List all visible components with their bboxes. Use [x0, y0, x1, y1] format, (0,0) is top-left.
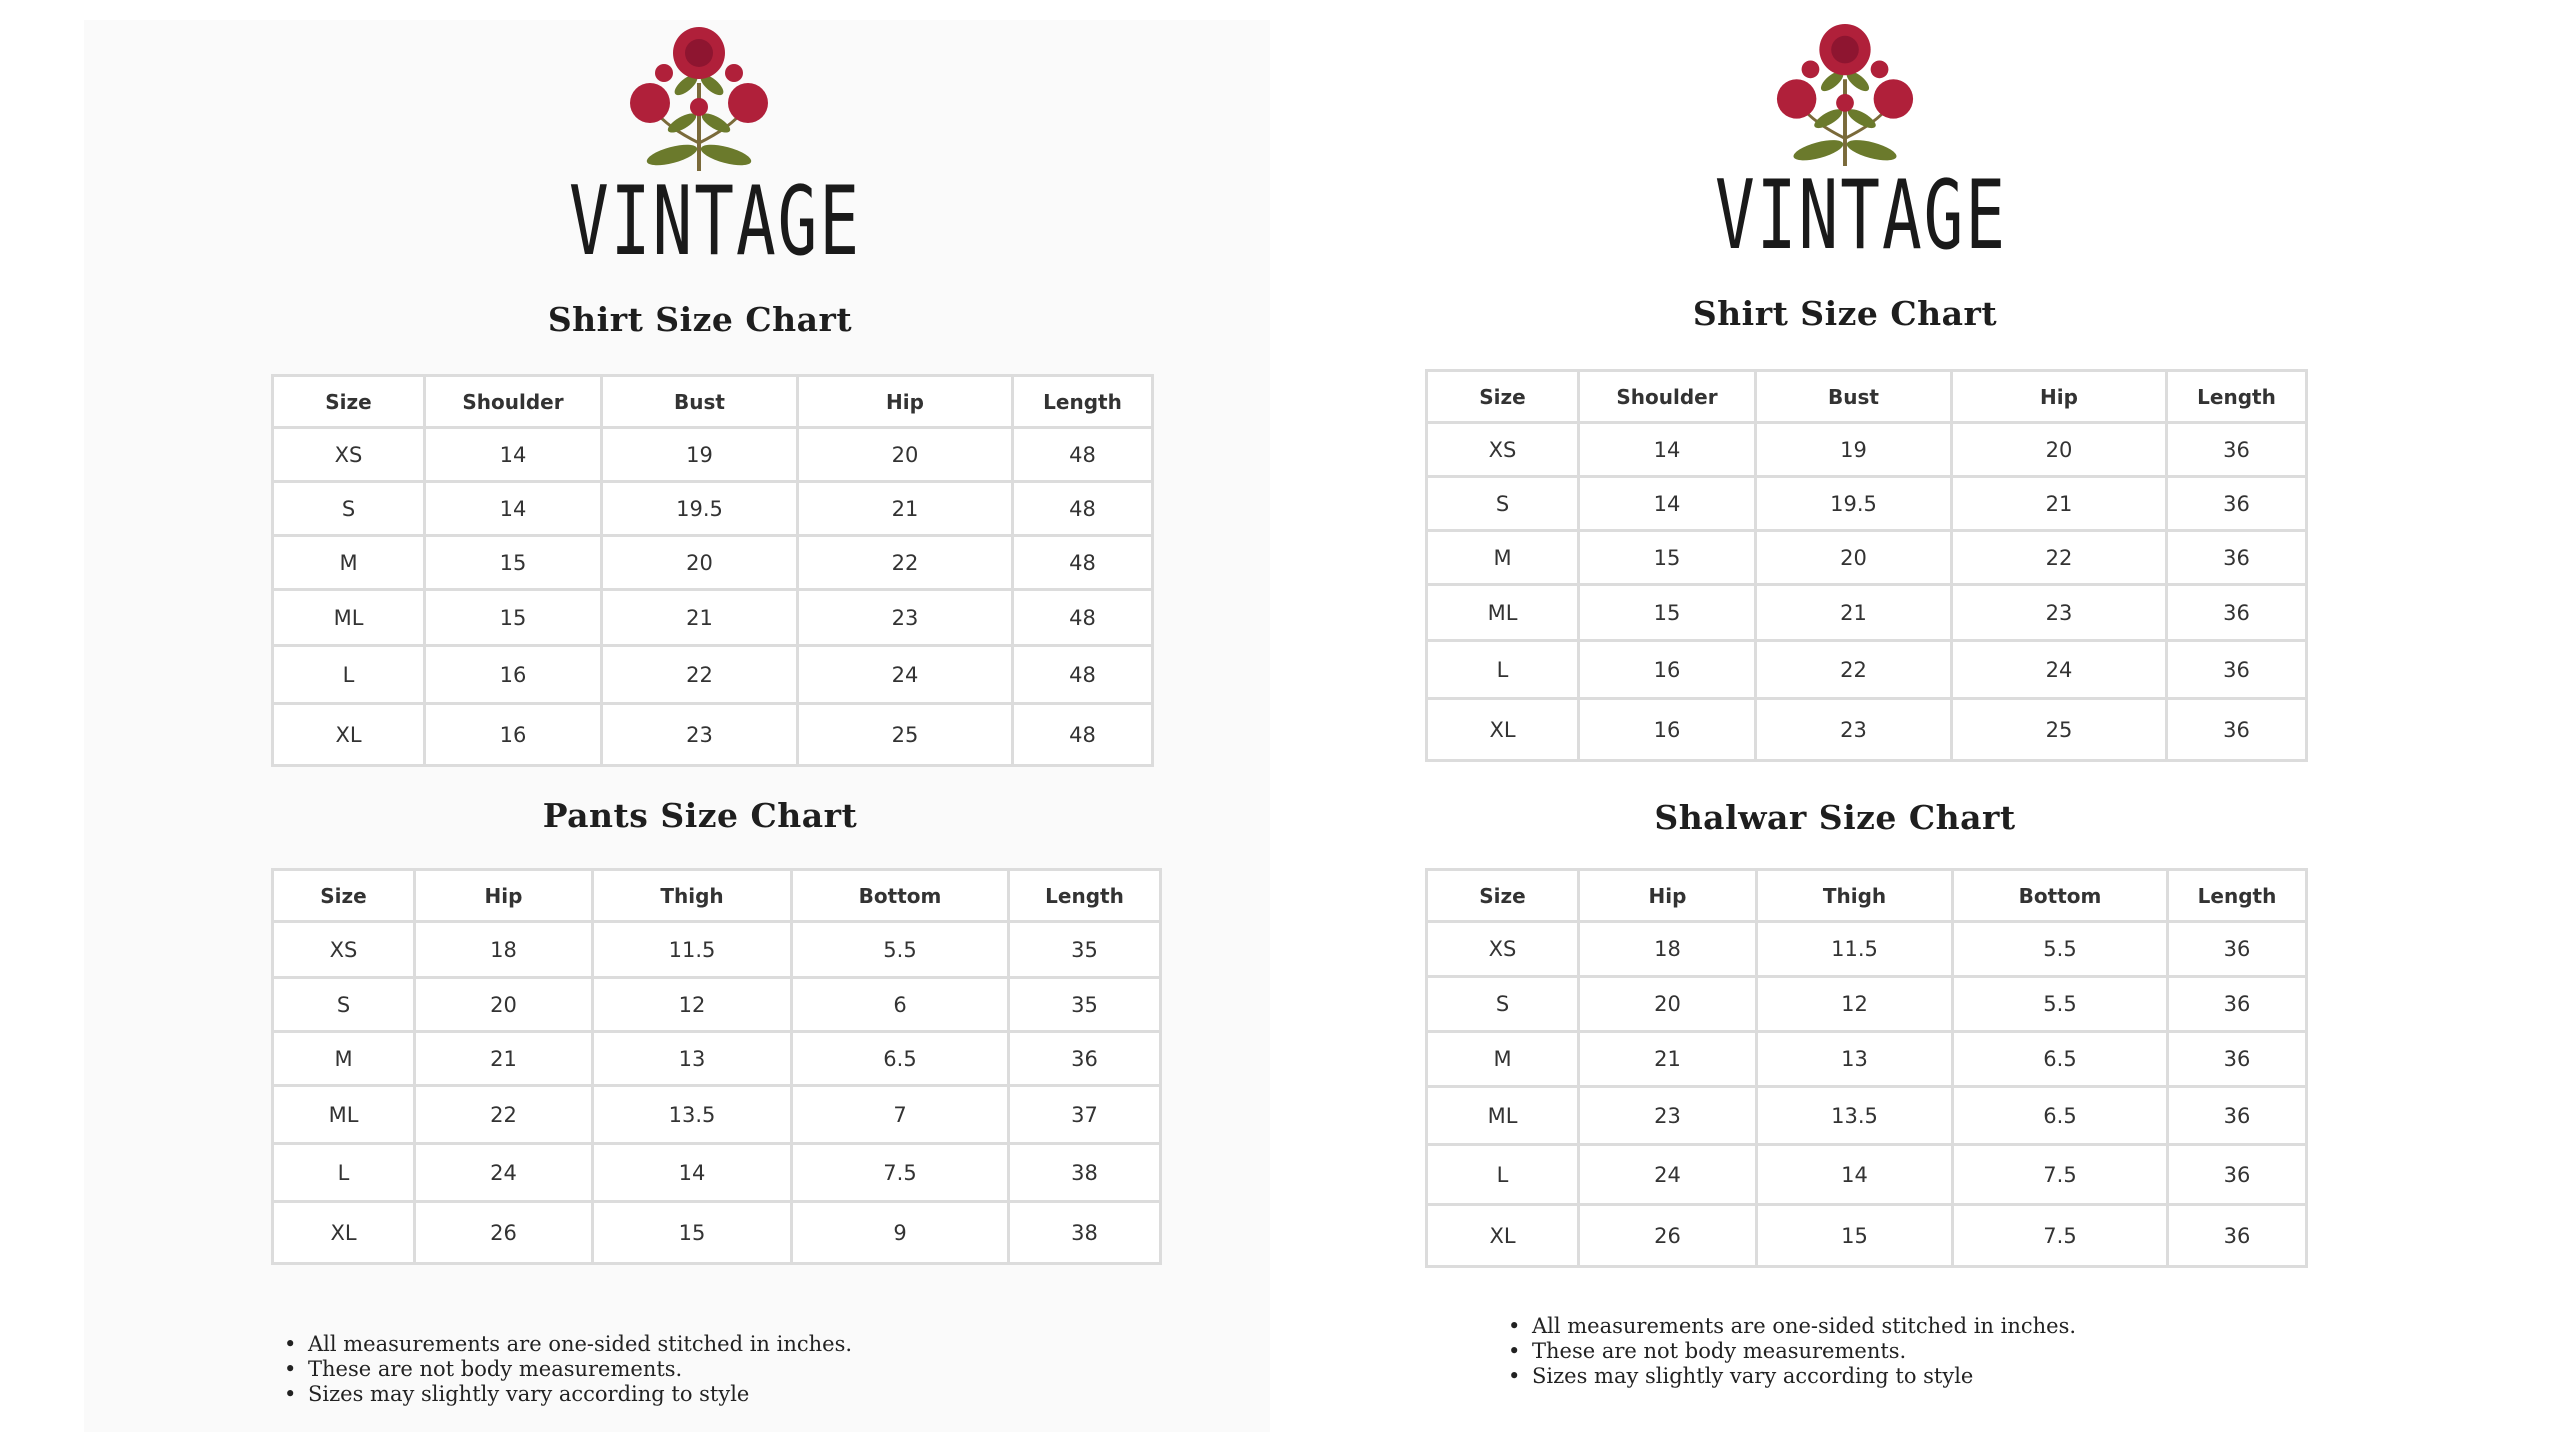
column-header: Bust: [602, 376, 798, 428]
measurement-cell: 35: [1009, 922, 1161, 978]
measurement-cell: 21: [798, 482, 1013, 536]
measurement-cell: 25: [798, 704, 1013, 766]
table-row: [273, 646, 1153, 704]
measurement-cell: 11.5: [593, 922, 792, 978]
table-row: [273, 590, 1153, 646]
size-cell: XL: [273, 1202, 415, 1264]
measurement-cell: 38: [1009, 1202, 1161, 1264]
measurement-cell: 26: [415, 1202, 593, 1264]
note-item: • These are not body measurements.: [1508, 1339, 2076, 1364]
brand-name: VINTAGE: [1715, 159, 2008, 271]
size-cell: XL: [273, 704, 425, 766]
measurement-cell: 9: [792, 1202, 1009, 1264]
measurement-cell: 7.5: [1953, 1145, 2168, 1205]
measurement-cell: 11.5: [1757, 922, 1953, 977]
measurement-cell: 26: [1579, 1205, 1757, 1267]
table-row: [1427, 922, 2307, 977]
measurement-cell: 36: [2167, 423, 2307, 477]
measurement-cell: 25: [1952, 699, 2167, 761]
size-cell: S: [273, 978, 415, 1032]
table-row: [273, 482, 1153, 536]
table-row: [1427, 585, 2307, 641]
measurement-cell: 5.5: [792, 922, 1009, 978]
pants-size-table: [271, 868, 1162, 1265]
measurement-cell: 12: [1757, 977, 1953, 1032]
measurement-cell: 6: [792, 978, 1009, 1032]
measurement-cell: 14: [1579, 477, 1756, 531]
column-header: Length: [1009, 870, 1161, 922]
measurement-cell: 20: [1756, 531, 1952, 585]
measurement-cell: 48: [1013, 428, 1153, 482]
column-header: Size: [273, 870, 415, 922]
table-row: [273, 1202, 1161, 1264]
column-header: Bottom: [792, 870, 1009, 922]
measurement-cell: 22: [1952, 531, 2167, 585]
measurement-cell: 36: [2168, 922, 2307, 977]
flower-icon: [1770, 20, 1920, 168]
size-cell: S: [1427, 977, 1579, 1032]
size-cell: ML: [273, 590, 425, 646]
shalwar-size-table: [1425, 868, 2308, 1268]
measurement-cell: 36: [2168, 977, 2307, 1032]
column-header: Length: [1013, 376, 1153, 428]
measurement-cell: 19: [1756, 423, 1952, 477]
size-cell: XS: [273, 428, 425, 482]
size-cell: M: [273, 1032, 415, 1086]
table-row: [1427, 699, 2307, 761]
note-item: • All measurements are one-sided stitched in inches.: [1508, 1314, 2076, 1339]
measurement-cell: 22: [1756, 641, 1952, 699]
size-cell: XS: [1427, 922, 1579, 977]
measurement-cell: 20: [1952, 423, 2167, 477]
measurement-cell: 16: [1579, 699, 1756, 761]
measurement-cell: 48: [1013, 536, 1153, 590]
measurement-cell: 6.5: [1953, 1032, 2168, 1087]
measurement-cell: 13: [1757, 1032, 1953, 1087]
measurement-cell: 24: [415, 1144, 593, 1202]
size-cell: M: [1427, 1032, 1579, 1087]
measurement-cell: 20: [415, 978, 593, 1032]
measurement-cell: 36: [2168, 1205, 2307, 1267]
table-row: [1427, 977, 2307, 1032]
measurement-cell: 13.5: [593, 1086, 792, 1144]
shirt-chart-title: Shirt Size Chart: [1692, 294, 1998, 333]
size-cell: XL: [1427, 1205, 1579, 1267]
shirt-size-table: [271, 374, 1154, 767]
measurement-cell: 22: [415, 1086, 593, 1144]
measurement-cell: 18: [415, 922, 593, 978]
measurement-cell: 19.5: [602, 482, 798, 536]
size-cell: S: [1427, 477, 1579, 531]
shirt-size-table: [1425, 369, 2308, 762]
measurement-cell: 36: [2167, 531, 2307, 585]
measurement-cell: 15: [593, 1202, 792, 1264]
measurement-cell: 15: [1579, 531, 1756, 585]
note-item: • Sizes may slightly vary according to style: [1508, 1364, 2076, 1389]
size-cell: L: [273, 646, 425, 704]
measurement-cell: 23: [1756, 699, 1952, 761]
measurement-cell: 6.5: [1953, 1087, 2168, 1145]
table-row: [1427, 1145, 2307, 1205]
table-header-row: [273, 376, 1153, 428]
measurement-cell: 36: [2167, 477, 2307, 531]
vintage-logo-right: [1715, 20, 2008, 271]
notes-list: [1508, 1314, 2076, 1389]
measurement-cell: 21: [1579, 1032, 1757, 1087]
measurement-cell: 15: [1579, 585, 1756, 641]
measurement-cell: 16: [425, 646, 602, 704]
measurement-cell: 48: [1013, 646, 1153, 704]
table-row: [273, 428, 1153, 482]
notes-list: [284, 1332, 852, 1407]
column-header: Hip: [415, 870, 593, 922]
table-row: [1427, 1087, 2307, 1145]
table-header-row: [273, 870, 1161, 922]
measurement-cell: 20: [1579, 977, 1757, 1032]
size-cell: ML: [273, 1086, 415, 1144]
measurement-cell: 36: [2168, 1032, 2307, 1087]
measurement-cell: 23: [798, 590, 1013, 646]
size-cell: M: [273, 536, 425, 590]
column-header: Shoulder: [1579, 371, 1756, 423]
size-chart-right: [1270, 0, 2560, 1440]
table-header-row: [1427, 371, 2307, 423]
measurement-cell: 20: [798, 428, 1013, 482]
measurement-cell: 36: [1009, 1032, 1161, 1086]
measurement-cell: 14: [1757, 1145, 1953, 1205]
measurement-cell: 15: [1757, 1205, 1953, 1267]
note-item: • These are not body measurements.: [284, 1357, 852, 1382]
vintage-logo-left: [569, 22, 862, 277]
size-cell: L: [1427, 1145, 1579, 1205]
measurement-cell: 21: [1952, 477, 2167, 531]
column-header: Hip: [1579, 870, 1757, 922]
table-row: [1427, 1032, 2307, 1087]
column-header: Hip: [1952, 371, 2167, 423]
measurement-cell: 24: [1579, 1145, 1757, 1205]
table-row: [1427, 641, 2307, 699]
column-header: Size: [1427, 870, 1579, 922]
measurement-cell: 48: [1013, 704, 1153, 766]
measurement-cell: 23: [602, 704, 798, 766]
measurement-cell: 16: [1579, 641, 1756, 699]
table-row: [273, 978, 1161, 1032]
measurement-cell: 14: [593, 1144, 792, 1202]
measurement-cell: 21: [1756, 585, 1952, 641]
measurement-cell: 5.5: [1953, 922, 2168, 977]
measurement-cell: 48: [1013, 482, 1153, 536]
measurement-cell: 24: [798, 646, 1013, 704]
column-header: Bottom: [1953, 870, 2168, 922]
pants-chart-title: Pants Size Chart: [542, 796, 858, 835]
size-cell: L: [1427, 641, 1579, 699]
column-header: Thigh: [1757, 870, 1953, 922]
size-cell: ML: [1427, 1087, 1579, 1145]
size-cell: M: [1427, 531, 1579, 585]
measurement-cell: 12: [593, 978, 792, 1032]
table-row: [273, 704, 1153, 766]
note-item: • All measurements are one-sided stitched in inches.: [284, 1332, 852, 1357]
measurement-cell: 21: [415, 1032, 593, 1086]
measurement-cell: 7: [792, 1086, 1009, 1144]
measurement-cell: 13: [593, 1032, 792, 1086]
measurement-cell: 7.5: [792, 1144, 1009, 1202]
column-header: Shoulder: [425, 376, 602, 428]
note-item: • Sizes may slightly vary according to style: [284, 1382, 852, 1407]
column-header: Thigh: [593, 870, 792, 922]
measurement-cell: 23: [1579, 1087, 1757, 1145]
table-row: [273, 1032, 1161, 1086]
measurement-cell: 6.5: [792, 1032, 1009, 1086]
measurement-cell: 15: [425, 590, 602, 646]
table-row: [1427, 423, 2307, 477]
size-cell: XS: [1427, 423, 1579, 477]
measurement-cell: 22: [798, 536, 1013, 590]
brand-name: VINTAGE: [569, 165, 862, 277]
size-cell: XS: [273, 922, 415, 978]
column-header: Bust: [1756, 371, 1952, 423]
column-header: Hip: [798, 376, 1013, 428]
measurement-cell: 14: [425, 482, 602, 536]
flower-icon: [624, 22, 774, 174]
measurement-cell: 19: [602, 428, 798, 482]
table-row: [273, 922, 1161, 978]
measurement-cell: 36: [2167, 699, 2307, 761]
measurement-cell: 15: [425, 536, 602, 590]
table-row: [1427, 477, 2307, 531]
size-cell: S: [273, 482, 425, 536]
measurement-cell: 36: [2168, 1145, 2307, 1205]
measurement-cell: 18: [1579, 922, 1757, 977]
measurement-cell: 38: [1009, 1144, 1161, 1202]
measurement-cell: 36: [2167, 641, 2307, 699]
measurement-cell: 24: [1952, 641, 2167, 699]
measurement-cell: 36: [2168, 1087, 2307, 1145]
measurement-cell: 22: [602, 646, 798, 704]
shalwar-chart-title: Shalwar Size Chart: [1654, 798, 2016, 837]
measurement-cell: 19.5: [1756, 477, 1952, 531]
measurement-cell: 14: [1579, 423, 1756, 477]
table-row: [1427, 531, 2307, 585]
measurement-cell: 37: [1009, 1086, 1161, 1144]
column-header: Size: [1427, 371, 1579, 423]
measurement-cell: 48: [1013, 590, 1153, 646]
size-chart-left: [0, 0, 1270, 1440]
table-row: [273, 1086, 1161, 1144]
measurement-cell: 21: [602, 590, 798, 646]
measurement-cell: 14: [425, 428, 602, 482]
table-row: [273, 1144, 1161, 1202]
measurement-cell: 13.5: [1757, 1087, 1953, 1145]
column-header: Size: [273, 376, 425, 428]
measurement-cell: 23: [1952, 585, 2167, 641]
measurement-cell: 36: [2167, 585, 2307, 641]
measurement-cell: 7.5: [1953, 1205, 2168, 1267]
size-cell: L: [273, 1144, 415, 1202]
shirt-chart-title: Shirt Size Chart: [547, 300, 853, 339]
measurement-cell: 35: [1009, 978, 1161, 1032]
table-header-row: [1427, 870, 2307, 922]
column-header: Length: [2167, 371, 2307, 423]
measurement-cell: 5.5: [1953, 977, 2168, 1032]
column-header: Length: [2168, 870, 2307, 922]
table-row: [1427, 1205, 2307, 1267]
size-cell: ML: [1427, 585, 1579, 641]
table-row: [273, 536, 1153, 590]
measurement-cell: 16: [425, 704, 602, 766]
size-cell: XL: [1427, 699, 1579, 761]
measurement-cell: 20: [602, 536, 798, 590]
